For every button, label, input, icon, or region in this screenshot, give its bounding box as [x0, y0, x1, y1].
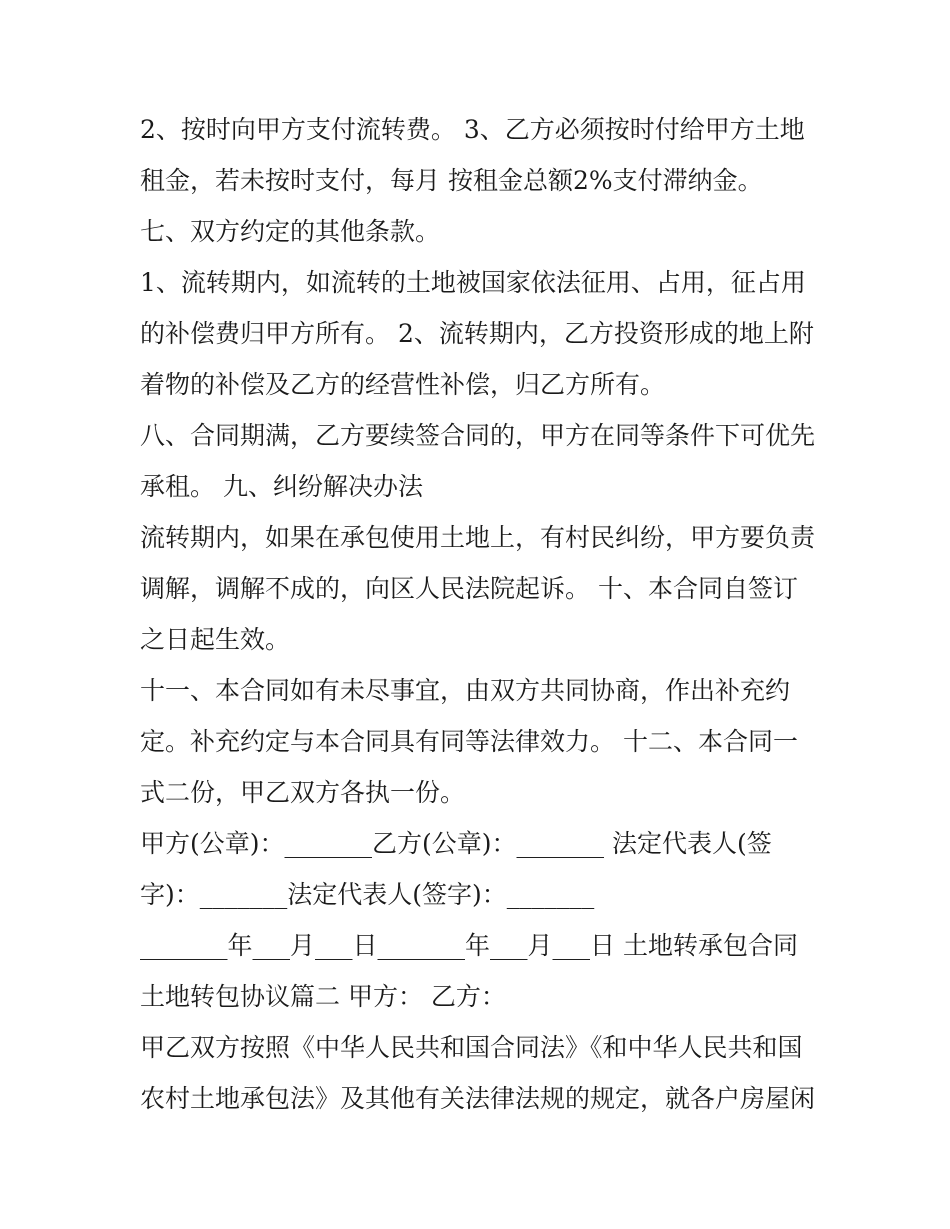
text-line: 2、按时向甲方支付流转费。 3、乙方必须按时付给甲方土地 — [140, 115, 805, 144]
signature-line: 甲方(公章)：_______乙方(公章)：_______ 法定代表人(签 — [140, 829, 772, 858]
text-line: 农村土地承包法》及其他有关法律法规的规定，就各户房屋闲 — [140, 1084, 816, 1113]
text-line: 甲乙双方按照《中华人民共和国合同法》《和中华人民共和国 — [140, 1033, 803, 1062]
document-body — [140, 104, 820, 1124]
text-line: 承租。 九、纠纷解决办法 — [140, 472, 423, 501]
date-line: _______年___月___日_______年___月___日 土地转承包合同 — [140, 931, 798, 960]
text-line: 租金，若未按时支付，每月 按租金总额2%支付滞纳金。 — [140, 166, 763, 195]
text-line: 十一、本合同如有未尽事宜，由双方共同协商，作出补充约 — [140, 676, 791, 705]
text-line: 七、双方约定的其他条款。 — [140, 217, 441, 246]
text-line: 式二份，甲乙双方各执一份。 — [140, 778, 466, 807]
text-line: 八、合同期满，乙方要续签合同的，甲方在同等条件下可优先 — [140, 421, 816, 450]
text-line: 之日起生效。 — [140, 625, 291, 654]
signature-line: 字)：_______法定代表人(签字)：_______ — [140, 880, 595, 909]
text-line: 调解，调解不成的，向区人民法院起诉。 十、本合同自签订 — [140, 574, 798, 603]
text-line: 的补偿费归甲方所有。 2、流转期内，乙方投资形成的地上附 — [140, 319, 814, 348]
section-heading: 土地转包协议篇二 甲方： 乙方： — [140, 982, 506, 1011]
text-line: 流转期内，如果在承包使用土地上，有村民纠纷，甲方要负责 — [140, 523, 816, 552]
text-line: 1、流转期内，如流转的土地被国家依法征用、占用，征占用 — [140, 268, 806, 297]
text-line: 着物的补偿及乙方的经营性补偿，归乙方所有。 — [140, 370, 666, 399]
text-line: 定。补充约定与本合同具有同等法律效力。 十二、本合同一 — [140, 727, 798, 756]
